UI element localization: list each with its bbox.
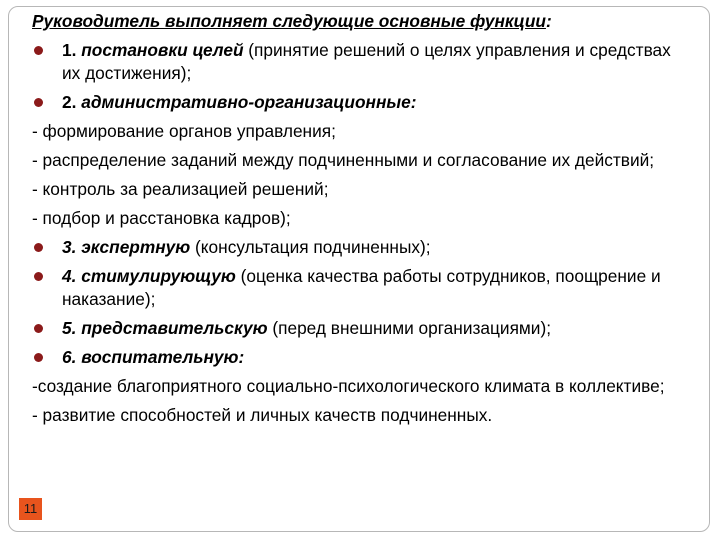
item-number: 4. [62, 266, 77, 286]
sub-item: - распределение заданий между подчиненными и согласование их действий; [32, 150, 655, 170]
bullet-dot-icon [34, 98, 43, 107]
item-suffix: : [410, 92, 417, 112]
bullet-item-1 [32, 39, 682, 85]
item-number: 5. [62, 318, 77, 338]
item-term: административно-организационные [81, 92, 411, 112]
bullet-dot-icon [34, 46, 43, 55]
bullet-dot-icon [34, 353, 43, 362]
slide-title-text: Руководитель выполняет следующие основные функции [32, 11, 546, 31]
sub-item: - развитие способностей и личных качеств подчиненных. [32, 405, 493, 425]
sub-item: - контроль за реализацией решений; [32, 179, 329, 199]
item-description: (перед внешними организациями); [267, 318, 552, 338]
item-number: 3. [62, 237, 77, 257]
item-description: (оценка качества работы сотрудников, поощрение и наказание); [62, 266, 661, 309]
slide-title [32, 10, 682, 33]
bullet-item-2 [32, 91, 682, 114]
item-term: стимулирующую [81, 266, 236, 286]
item-description: (консультация подчиненных); [190, 237, 431, 257]
item-term: представительскую [81, 318, 268, 338]
item-term: постановки целей [81, 40, 244, 60]
item-number: 2. [62, 92, 77, 112]
bullet-dot-icon [34, 272, 43, 281]
sub-item: - подбор и расстановка кадров); [32, 208, 291, 228]
item-number: 1. [62, 40, 77, 60]
bullet-dot-icon [34, 324, 43, 333]
sub-item: -создание благоприятного социально-психологического климата в коллективе; [32, 376, 665, 396]
item-description: (принятие решений о целях управления и средствах их достижения); [62, 40, 671, 83]
item-term: воспитательную: [81, 347, 245, 367]
bullet-item-3 [32, 236, 682, 259]
slide-content [32, 10, 682, 433]
sub-item: - формирование органов управления; [32, 121, 336, 141]
page-number-badge: 11 [19, 498, 42, 520]
item-number: 6. [62, 347, 77, 367]
bullet-dot-icon [34, 243, 43, 252]
bullet-item-5 [32, 317, 682, 340]
slide-title-colon: : [545, 11, 552, 31]
item-term: экспертную [81, 237, 191, 257]
bullet-item-6 [32, 346, 682, 369]
bullet-item-4 [32, 265, 682, 311]
